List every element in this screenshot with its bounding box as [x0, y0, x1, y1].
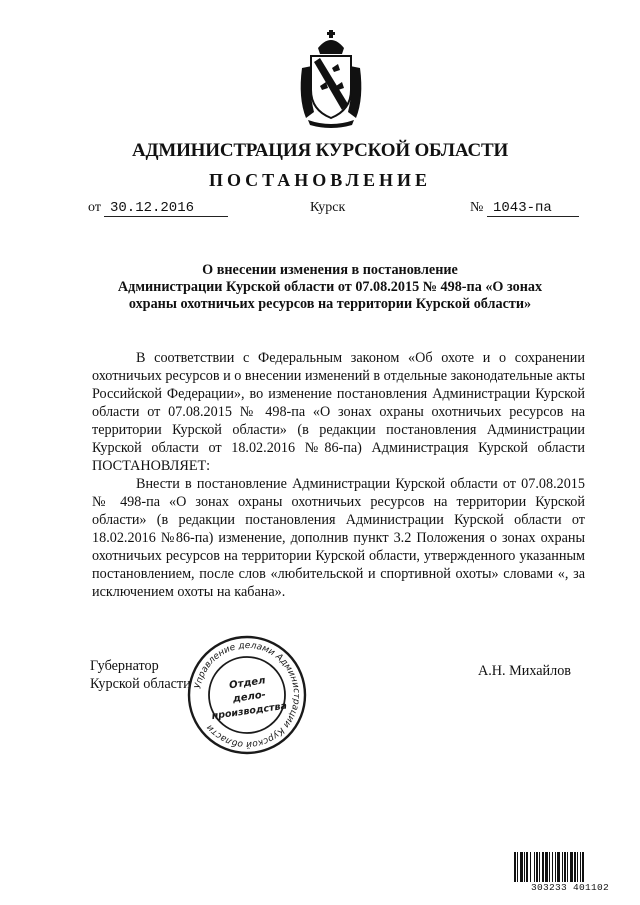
- document-body: [92, 349, 585, 601]
- document-subject: [100, 262, 560, 313]
- document-type: ПОСТАНОВЛЕНИЕ: [208, 170, 432, 190]
- barcode-number: 303233 401102: [514, 882, 626, 893]
- barcode-bar: [582, 852, 584, 882]
- signer-title-line: Губернатор: [90, 658, 159, 674]
- barcode-bar: [570, 852, 573, 882]
- signer-name: А.Н. Михайлов: [478, 663, 572, 679]
- subject-line: охраны охотничьих ресурсов на территории Курской области»: [128, 296, 532, 312]
- subject-line: Администрации Курской области от 07.08.2015 № 498-па «О зонах: [117, 279, 543, 295]
- barcode-bar: [557, 852, 560, 882]
- barcode-bar: [517, 852, 518, 882]
- barcode-bar: [514, 852, 516, 882]
- barcode-bar: [580, 852, 581, 882]
- barcode-bar: [526, 852, 528, 882]
- body-paragraph: Внести в постановление Администрации Курской области от 07.08.2015 № 498-па «О зонах охраны охотничьих ресурсов на территории Курской области» (в редакции постановления Администрации Курской области от 18.02.2016 №86-па) изменение, дополнив пункт 3.2 Положения о зонах охраны охотничьих ресурсов на территории Курской области, утвержденного указанным постановлением, после слов «любительской и спортивной охоты» словами «, за исключением охоты на кабана».: [92, 476, 585, 600]
- body-paragraph: В соответствии с Федеральным законом «Об охоте и о сохранении охотничьих ресурсов и о внесении изменений в отдельные законодательные акты Российской Федерации», во изменение постановления Администрации Курской области от 07.08.2015 № 498-па «О зонах охраны охотничьих ресурсов на территории Курской области» (в редакции постановления Администрации Курской области от 18.02.2016 №86-па) Администрация Курской области ПОСТАНОВЛЯЕТ:: [92, 350, 585, 474]
- stamp-center-line: Отдел: [228, 675, 267, 692]
- barcode-bar: [542, 852, 544, 882]
- barcode-bar: [562, 852, 563, 882]
- official-stamp: [186, 634, 308, 756]
- stamp-center-line: дело-: [232, 689, 267, 705]
- signer-title: [90, 657, 191, 693]
- stamp-ring-text: Управление делами Администрации Курской области: [193, 640, 302, 750]
- document-date: 30.12.2016: [104, 200, 228, 217]
- barcode-bar: [520, 852, 523, 882]
- organization-title: АДМИНИСТРАЦИЯ КУРСКОЙ ОБЛАСТИ: [131, 140, 509, 161]
- barcode-bar: [536, 852, 538, 882]
- barcode-bar: [564, 852, 566, 882]
- subject-line: О внесении изменения в постановление: [202, 262, 458, 278]
- barcode-bar: [574, 852, 576, 882]
- barcode-bar: [524, 852, 525, 882]
- barcode-bar: [549, 852, 550, 882]
- barcode-bar: [577, 852, 578, 882]
- barcode-bar: [552, 852, 553, 882]
- barcode-bar: [567, 852, 568, 882]
- barcode-bar: [545, 852, 548, 882]
- barcode-bar: [534, 852, 535, 882]
- coat-of-arms-emblem: [296, 28, 366, 128]
- date-label: от: [88, 200, 101, 215]
- stamp-center-line: производства: [210, 700, 288, 723]
- signer-title-line: Курской области: [90, 676, 191, 692]
- barcode-bar: [555, 852, 556, 882]
- document-number: 1043-па: [487, 200, 579, 217]
- document-city: Курск: [310, 200, 346, 215]
- barcode-bar: [539, 852, 540, 882]
- number-label: №: [470, 200, 484, 215]
- barcode-bar: [530, 852, 531, 882]
